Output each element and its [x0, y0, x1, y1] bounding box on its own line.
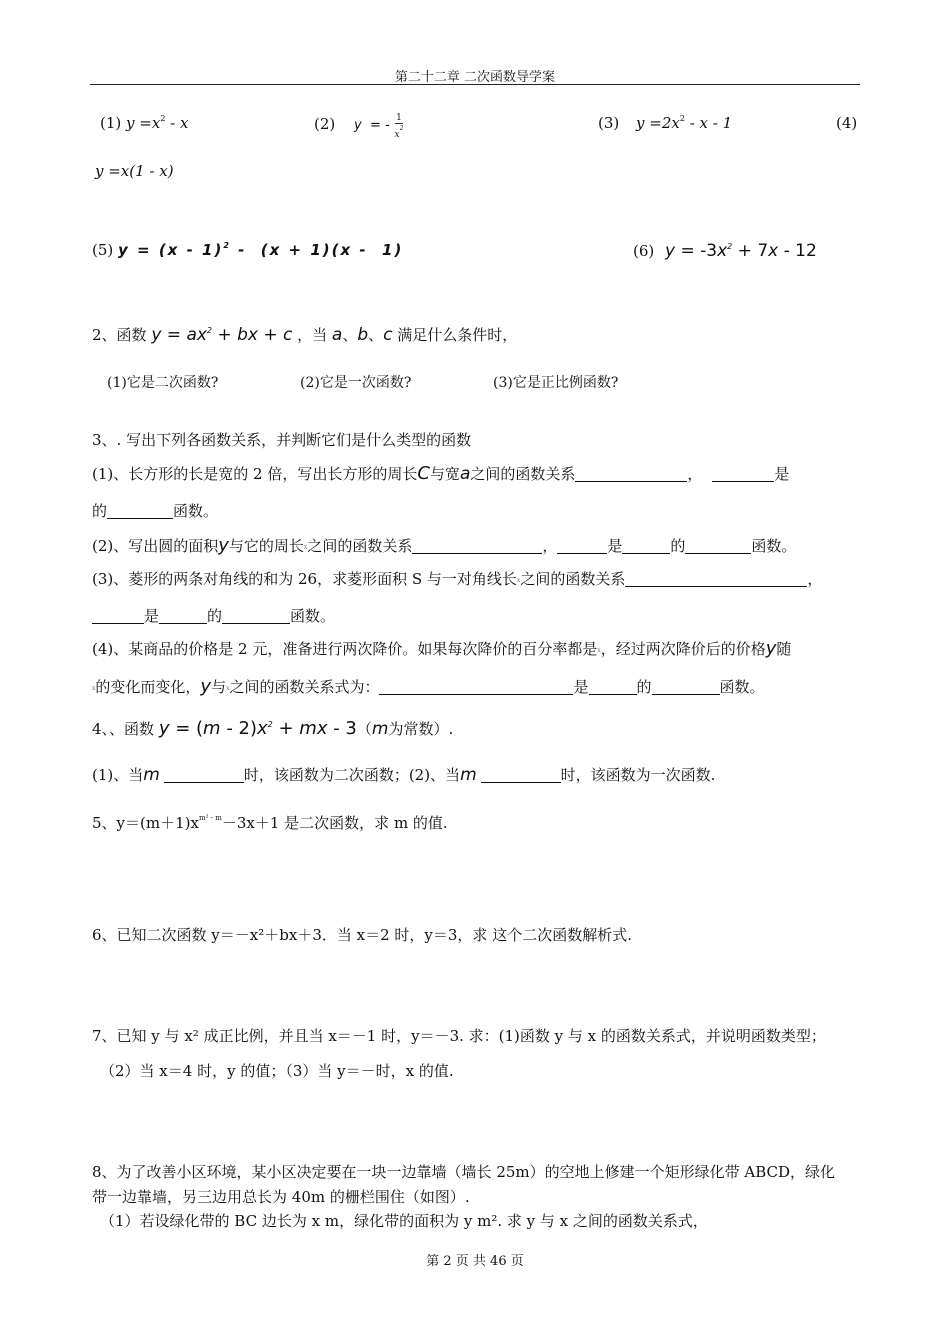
- q8-line2: 带一边靠墙，另三边用总长为 40m 的栅栏围住（如图）.: [92, 1188, 470, 1206]
- q6-text: 6、已知二次函数 y＝－x²＋bx＋3．当 x＝2 时，y＝3，求 这个二次函数解析式.: [92, 926, 632, 944]
- q3-line3: (2)、写出圆的面积y与它的周长x之间的函数关系 ， 是 的 函数。: [92, 535, 797, 556]
- q7-line2: （2）当 x＝4 时，y 的值；（3）当 y＝－时，x 的值.: [100, 1062, 454, 1080]
- q3-line5: 是 的 函数。: [92, 605, 335, 626]
- q2-sub1: (1)它是二次函数?: [107, 375, 219, 391]
- q1-item3: (3) $y =2x^2 - x - 1$: [598, 114, 733, 132]
- q1-item4-expr: y =x(1 - x): [95, 162, 174, 180]
- q2-sub2: (2)它是一次函数?: [300, 375, 412, 391]
- q1-item6: (6) $y = -3x^2 + 7x - 12$: [633, 241, 817, 261]
- q8-line3: （1）若设绿化带的 BC 边长为 x m，绿化带的面积为 y m². 求 y 与 x 之间的函数关系式，: [100, 1212, 708, 1230]
- q3-line1: (1)、长方形的长是宽的 2 倍，写出长方形的周长C与宽a之间的函数关系 ， 是: [92, 463, 790, 484]
- q3-line4: (3)、菱形的两条对角线的和为 26，求菱形面积 S 与一对角线长x之间的函数关系 ，: [92, 570, 823, 588]
- q4-stem: 4、、函数 $y = (m - 2)x^2$ + mx - 3（m为常数）.: [92, 718, 454, 739]
- header-rule: [90, 84, 860, 85]
- q8-line1: 8、为了改善小区环境，某小区决定要在一块一边靠墙（墙长 25m）的空地上修建一个矩形绿化带 ABCD，绿化: [92, 1163, 836, 1181]
- q3-line6: (4)、某商品的价格是 2 元，准备进行两次降价。如果每次降价的百分率都是x，经过两次降价后的价格y随: [92, 638, 792, 659]
- q5-text: 5、$y=(m+1)x^{m^2 - m}-3x+1$ 是二次函数，求 m 的值.: [92, 814, 448, 832]
- q1-item5: (5) y = (x - 1)$^2$ - (x + 1)(x - 1): [92, 241, 404, 259]
- q2-stem: 2、函数 $y = ax^2$ + bx + c ，当 a、b、c 满足什么条件时，: [92, 325, 518, 345]
- q3-line7: x的变化而变化，y与x之间的函数关系式为： 是 的 函数。: [92, 676, 765, 697]
- q2-sub3: (3)它是正比例函数?: [493, 375, 619, 391]
- q1-item2: (2) y = - $\frac{1}{x^2}$: [314, 113, 404, 140]
- q7-line1: 7、已知 y 与 x² 成正比例，并且当 x＝－1 时，y＝－3. 求：(1)函数 y 与 x 的函数关系式，并说明函数类型；: [92, 1027, 826, 1045]
- page-footer: 第 2 页 共 46 页: [426, 1254, 524, 1269]
- page-header: 第二十二章 二次函数导学案: [394, 70, 556, 85]
- q1-item4-label: (4): [836, 114, 858, 132]
- q4-line2: (1)、当m 时，该函数为二次函数；(2)、当m 时，该函数为一次函数.: [92, 765, 716, 785]
- q3-title: 3、. 写出下列各函数关系，并判断它们是什么类型的函数: [92, 431, 472, 449]
- q1-item1: (1) $y =x^2 - x$: [100, 114, 189, 132]
- q3-line2: 的 函数。: [92, 502, 219, 520]
